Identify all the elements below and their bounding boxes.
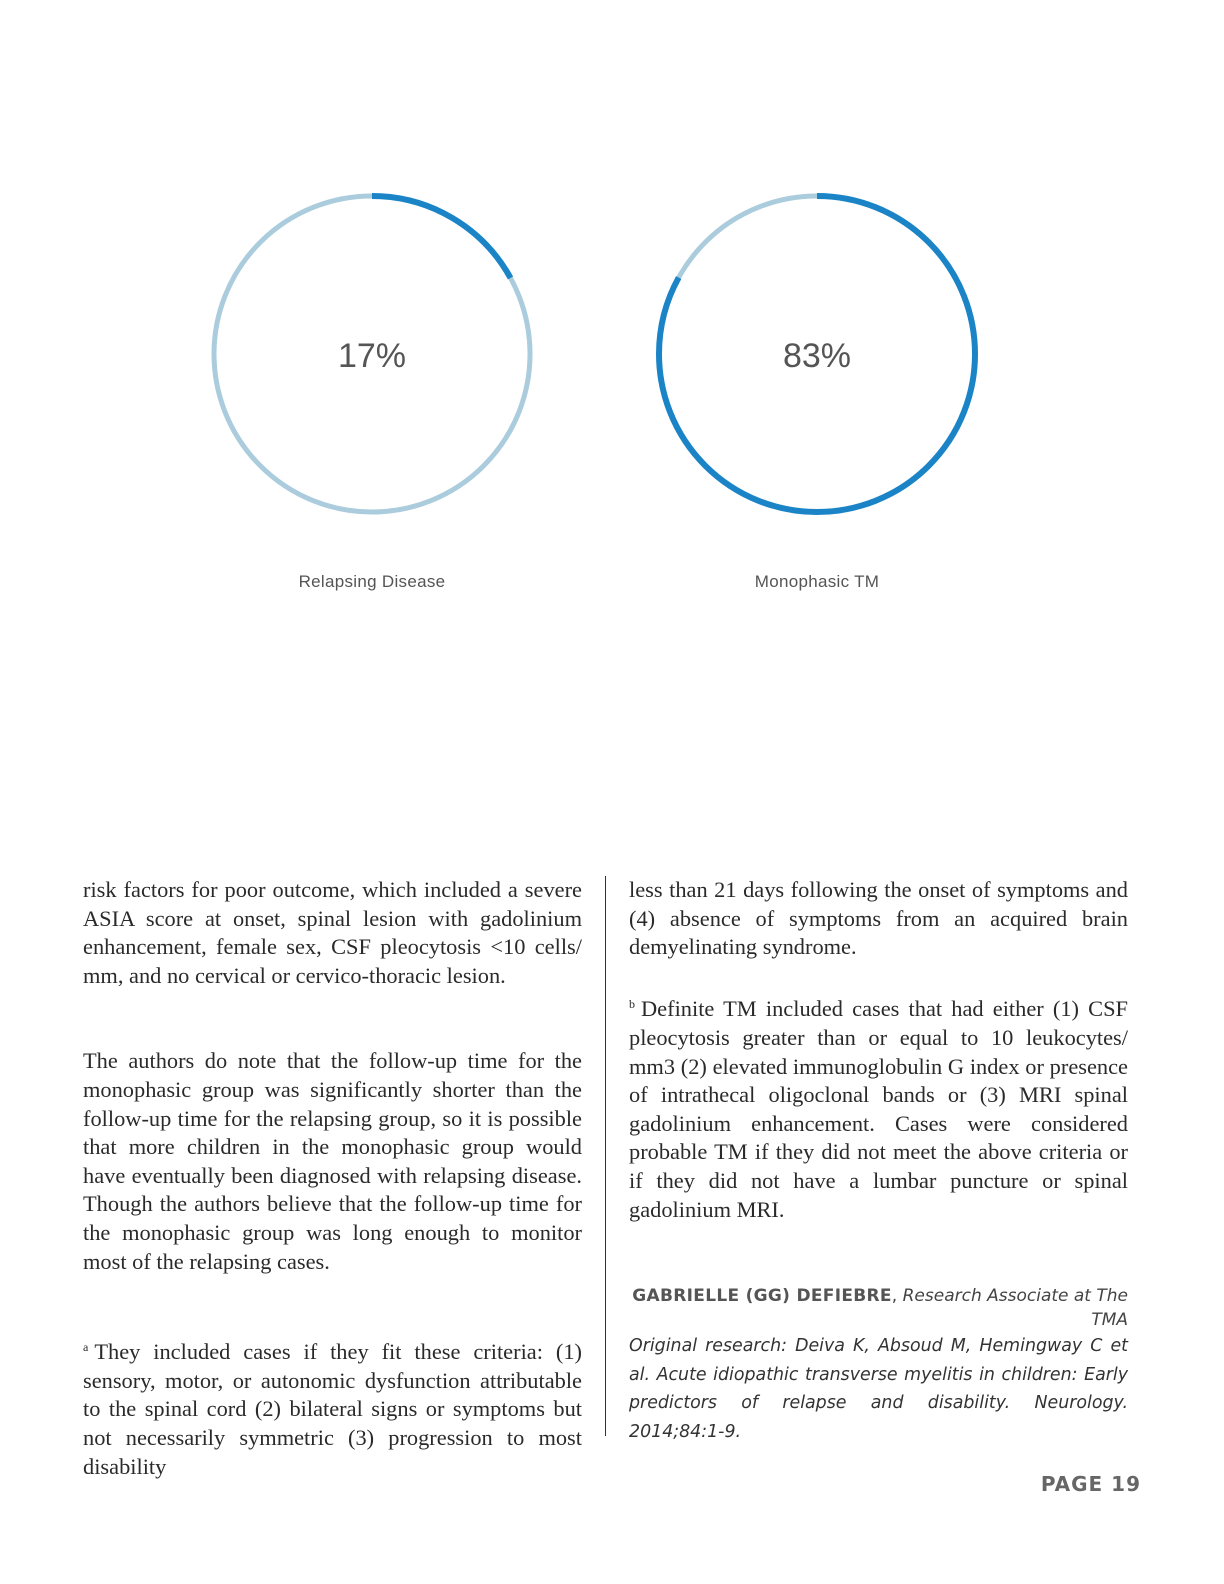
body-paragraph: risk factors for poor outcome, which included a severe ASIA score at onset, spinal lesion with gadolinium enhancement, female sex, CSF pleocytosis <10 cells/ mm, and no cervical or cervico-thoracic lesion. [83, 877, 582, 988]
page-number: PAGE 19 [1040, 1472, 1141, 1496]
donut-caption-relapsing: Relapsing Disease [298, 572, 446, 591]
right-column [629, 876, 1128, 1447]
left-column [83, 876, 582, 1481]
column-divider [605, 876, 606, 1436]
footnote-a [83, 1333, 582, 1481]
author-title: Research Associate at The TMA [902, 1286, 1128, 1331]
footnote-marker: b [629, 997, 635, 1012]
author-credit [629, 1284, 1128, 1332]
footnote-b [629, 990, 1128, 1224]
donut-value-label: 17% [337, 337, 407, 375]
footnote-text: They included cases if they fit these criteria: (1) sensory, motor, or autonomic dysfunction attributable to the spinal cord (2) bilateral signs or symptoms but not necessarily symmetric (3) progression to most disability [83, 1339, 582, 1479]
footnote-marker: a [83, 1340, 89, 1355]
donut-chart-monophasic [656, 193, 978, 515]
donut-value-label: 83% [782, 337, 852, 375]
body-paragraph: The authors do note that the follow-up time for the monophasic group was significantly shorter than the follow-up time for the relapsing group, so it is possible that more children in the monophasic group would have eventually been diagnosed with relapsing disease. Though the authors believe that the follow-up time for the monophasic group was long enough to monitor most of the relapsing cases. [83, 1048, 582, 1274]
reference-citation: Original research: Deiva K, Absoud M, Hemingway C et al. Acute idiopathic transverse myelitis in children: Early predictors of relapse and disability. Neurology. 2014;84:1-9. [629, 1336, 1128, 1442]
footnote-text: Definite TM included cases that had either (1) CSF pleocytosis greater than or equal to 10 leukocytes/ mm3 (2) elevated immunoglobulin G index or presence of intrathecal oligoclonal bands or (3) MRI spinal gadolinium enhancement. Cases were considered probable TM if they did not meet the above criteria or if they did not have a lumbar puncture or spinal gadolinium MRI. [629, 996, 1128, 1222]
donut-chart-relapsing [211, 193, 533, 515]
donut-caption-monophasic: Monophasic TM [754, 572, 880, 591]
author-name: GABRIELLE (GG) DEFIEBRE [632, 1286, 892, 1307]
body-paragraph: less than 21 days following the onset of symptoms and (4) absence of symptoms from an acquired brain demyelinating syndrome. [629, 877, 1128, 960]
author-separator: , [891, 1286, 903, 1307]
